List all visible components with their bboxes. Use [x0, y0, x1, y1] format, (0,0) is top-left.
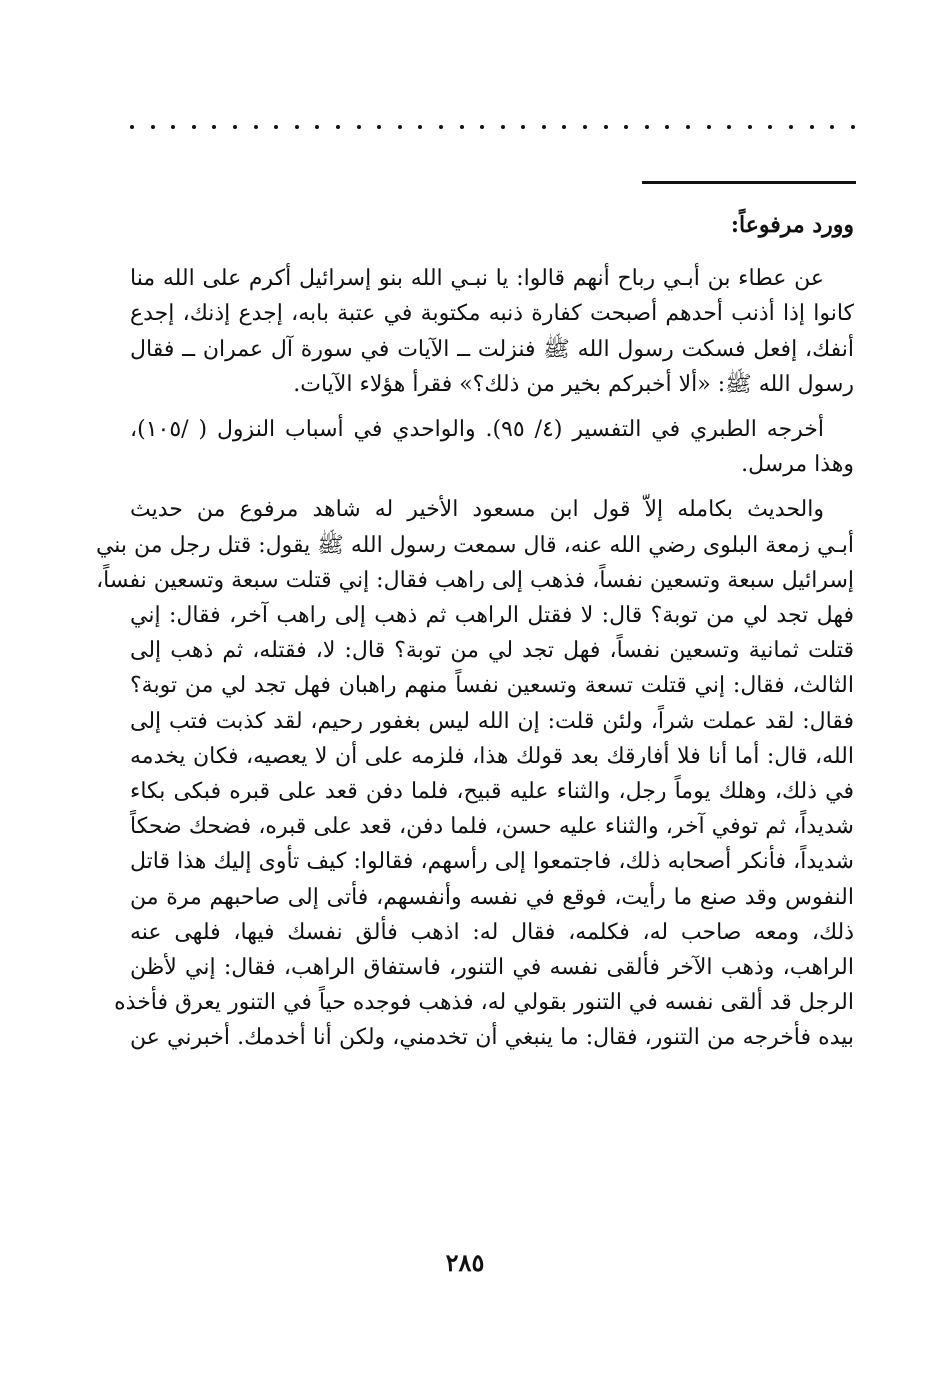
text-line: النفوس وقد صنع ما رأيت، فوقع في نفسه وأنفسهم، فأتى إلى صاحبهم مرة من — [130, 884, 854, 910]
separator-dot — [810, 125, 814, 129]
separator-dot — [151, 125, 155, 129]
text-line: رسول الله ﷺ: «ألا أخبركم بخير من ذلك؟» فقرأ هؤلاء الآيات. — [293, 371, 854, 397]
dotted-separator — [130, 115, 855, 139]
text-line: قتلت ثمانية وتسعين نفساً، فهل تجد لي من توبة؟ قال: لا، فقتله، ثم ذهب إلى — [130, 638, 854, 664]
text-line: في ذلك، وهلك يوماً رجل، والثناء عليه قبيح، فلما دفن قعد على قبره فبكى بكاء — [130, 779, 854, 805]
separator-dot — [686, 125, 690, 129]
separator-dot — [233, 125, 237, 129]
separator-dot — [501, 125, 505, 129]
separator-dot — [645, 125, 649, 129]
text-line: شديداً، ثم توفي آخر، والثناء عليه حسن، فلما دفن، قعد على قبره، فضحك ضحكاً — [130, 814, 854, 840]
separator-dot — [583, 125, 587, 129]
separator-dot — [460, 125, 464, 129]
separator-dot — [562, 125, 566, 129]
separator-dot — [727, 125, 731, 129]
text-line: الراهب، وذهب الآخر فألقى نفسه في التنور، فاستفاق الراهب، فقال: إني لأظن — [130, 955, 854, 981]
separator-dot — [830, 125, 834, 129]
separator-dot — [295, 125, 299, 129]
separator-dot — [171, 125, 175, 129]
text-line: الرجل قد ألقى نفسه في التنور بقولي له، فذهب فوجده حياً في التنور يعرق فأخذه — [114, 990, 854, 1016]
separator-dot — [357, 125, 361, 129]
section-heading: وورد مرفوعاً: — [730, 212, 854, 238]
separator-dot — [192, 125, 196, 129]
separator-dot — [604, 125, 608, 129]
text-line: فقال: لقد عملت شراً، ولئن قلت: إن الله ليس بغفور رحيم، لقد كذبت فتب إلى — [130, 708, 854, 734]
text-line: فهل تجد لي من توبة؟ قال: لا فقتل الراهب ثم ذهب إلى راهب آخر، فقال: إني — [130, 603, 854, 629]
separator-dot — [377, 125, 381, 129]
separator-dot — [789, 125, 793, 129]
separator-dot — [254, 125, 258, 129]
footnote-rule — [642, 181, 856, 184]
separator-dot — [707, 125, 711, 129]
text-line: الثالث، فقال: إني قتلت تسعة وتسعين نفساً منهم راهبان فهل تجد لي من توبة؟ — [130, 673, 854, 699]
text-line: وهذا مرسل. — [741, 452, 854, 478]
separator-dot — [624, 125, 628, 129]
separator-dot — [665, 125, 669, 129]
page-body — [95, 208, 854, 1066]
separator-dot — [480, 125, 484, 129]
separator-dot — [418, 125, 422, 129]
text-line: الله، قال: أما أنا فلا أفارقك بعد قولك هذا، فلزمه على أن لا يعصيه، فكان يخدمه — [130, 743, 854, 769]
separator-dot — [212, 125, 216, 129]
separator-dot — [398, 125, 402, 129]
separator-dot — [439, 125, 443, 129]
separator-dot — [542, 125, 546, 129]
text-line: والحديث بكامله إلاّ قول ابن مسعود الأخير له شاهد مرفوع من حديث — [130, 497, 824, 523]
text-line: أخرجه الطبري في التفسير (٤/ ٩٥). والواحدي في أسباب النزول ( /١٠٥)، — [130, 417, 825, 443]
separator-dot — [521, 125, 525, 129]
text-line: أنفك، إفعل فسكت رسول الله ﷺ فنزلت ــ الآيات في سورة آل عمران ــ فقال — [130, 336, 854, 362]
text-line: عن عطاء بن أبـي رباح أنهم قالوا: يا نبـي الله بنو إسرائيل أكرم على الله منا — [130, 266, 824, 292]
paragraph-hadith — [95, 492, 854, 1055]
page-number: ٢٨٥ — [445, 1248, 485, 1277]
text-line: كانوا إذا أذنب أحدهم أصبحت كفارة ذنبه مكتوبة في عتبة بابه، إجدع إذنك، إجدع — [130, 301, 854, 327]
separator-dot — [336, 125, 340, 129]
separator-dot — [274, 125, 278, 129]
text-line: شديداً، فأنكر أصحابه ذلك، فاجتمعوا إلى رأسهم، فقالوا: كيف تأوى إليك هذا قاتل — [130, 849, 854, 875]
separator-dot — [748, 125, 752, 129]
paragraph-takhrij — [130, 412, 854, 482]
text-line: إسرائيل سبعة وتسعين نفساً، فذهب إلى راهب فقال: إني قتلت سبعة وتسعين نفساً، — [96, 567, 854, 593]
text-line: ذلك، ومعه صاحب له، فكلمه، فقال له: اذهب فألق نفسك فيها، فلهى عنه — [130, 919, 854, 945]
paragraph-ata-narration — [130, 261, 854, 402]
separator-dot — [851, 125, 855, 129]
text-line: بيده فأخرجه من التنور، فقال: ما ينبغي أن تخدمني، ولكن أنا أخدمك. أخبرني عن — [130, 1025, 854, 1051]
text-line: أبـي زمعة البلوى رضي الله عنه، قال سمعت رسول الله ﷺ يقول: قتل رجل من بني — [95, 532, 854, 558]
separator-dot — [768, 125, 772, 129]
separator-dot — [315, 125, 319, 129]
separator-dot — [130, 125, 134, 129]
